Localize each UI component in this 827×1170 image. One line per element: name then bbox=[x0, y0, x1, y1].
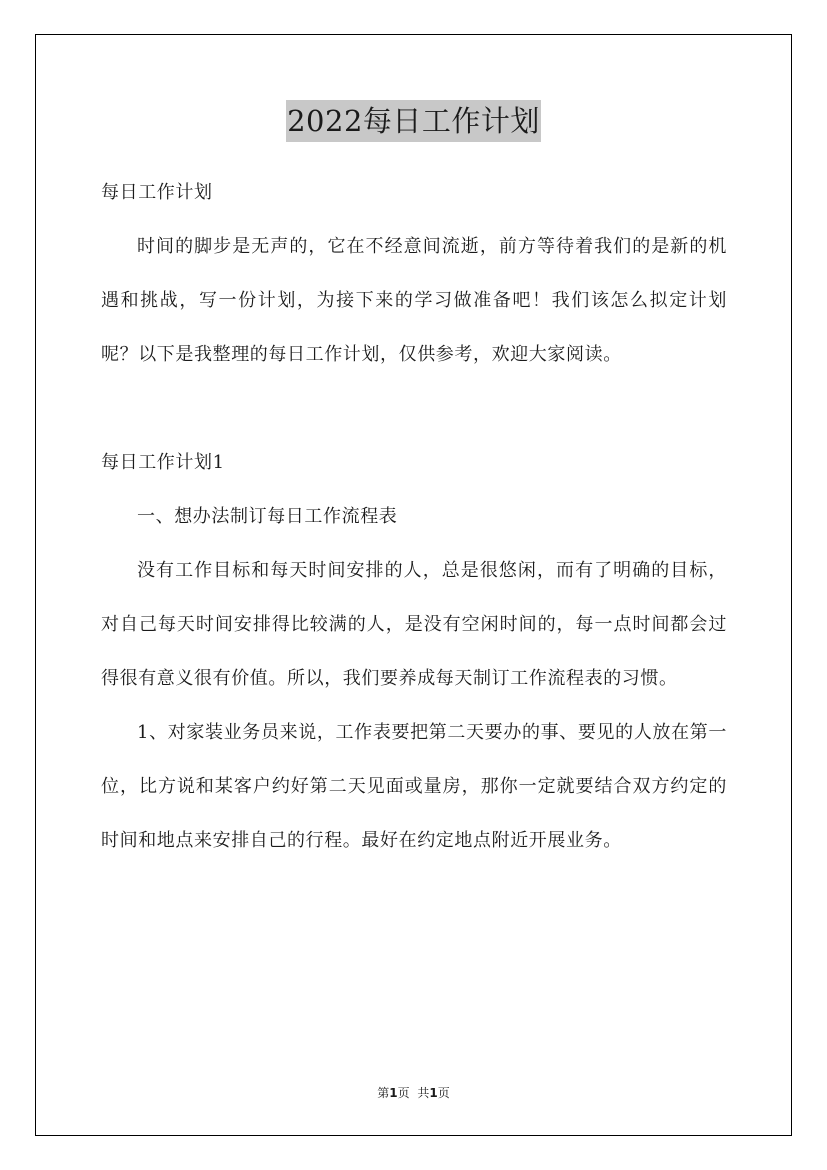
total-suffix: 页 bbox=[437, 1086, 450, 1100]
document-title: 2022每日工作计划 bbox=[286, 100, 541, 142]
title-container bbox=[0, 100, 827, 142]
page-number: 1 bbox=[389, 1086, 398, 1100]
blank-line bbox=[101, 382, 727, 436]
subheading: 一、想办法制订每日工作流程表 bbox=[137, 506, 398, 527]
body-paragraph: 1、对家装业务员来说，工作表要把第二天要办的事、要见的人放在第一位，比方说和某客户约好第二天见面或量房，那你一定就要结合双方约定的时间和地点来安排自己的行程。最好在约定地点附近开展业务。 bbox=[101, 722, 727, 851]
page-suffix: 页 bbox=[397, 1086, 410, 1100]
page-prefix: 第 bbox=[377, 1086, 390, 1100]
body-paragraph: 没有工作目标和每天时间安排的人，总是很悠闲，而有了明确的目标，对自己每天时间安排得比较满的人，是没有空闲时间的，每一点时间都会过得很有意义很有价值。所以，我们要养成每天制订工作流程表的习惯。 bbox=[101, 560, 727, 689]
plan-heading: 每日工作计划1 bbox=[101, 452, 225, 473]
section-heading: 每日工作计划 bbox=[101, 182, 213, 203]
document-body bbox=[101, 166, 727, 868]
total-prefix: 共 bbox=[417, 1086, 430, 1100]
total-pages: 1 bbox=[429, 1086, 438, 1100]
page-footer bbox=[0, 1084, 827, 1101]
intro-paragraph: 时间的脚步是无声的，它在不经意间流逝，前方等待着我们的是新的机遇和挑战，写一份计划，为接下来的学习做准备吧！我们该怎么拟定计划呢？以下是我整理的每日工作计划，仅供参考，欢迎大家阅读。 bbox=[101, 236, 727, 365]
